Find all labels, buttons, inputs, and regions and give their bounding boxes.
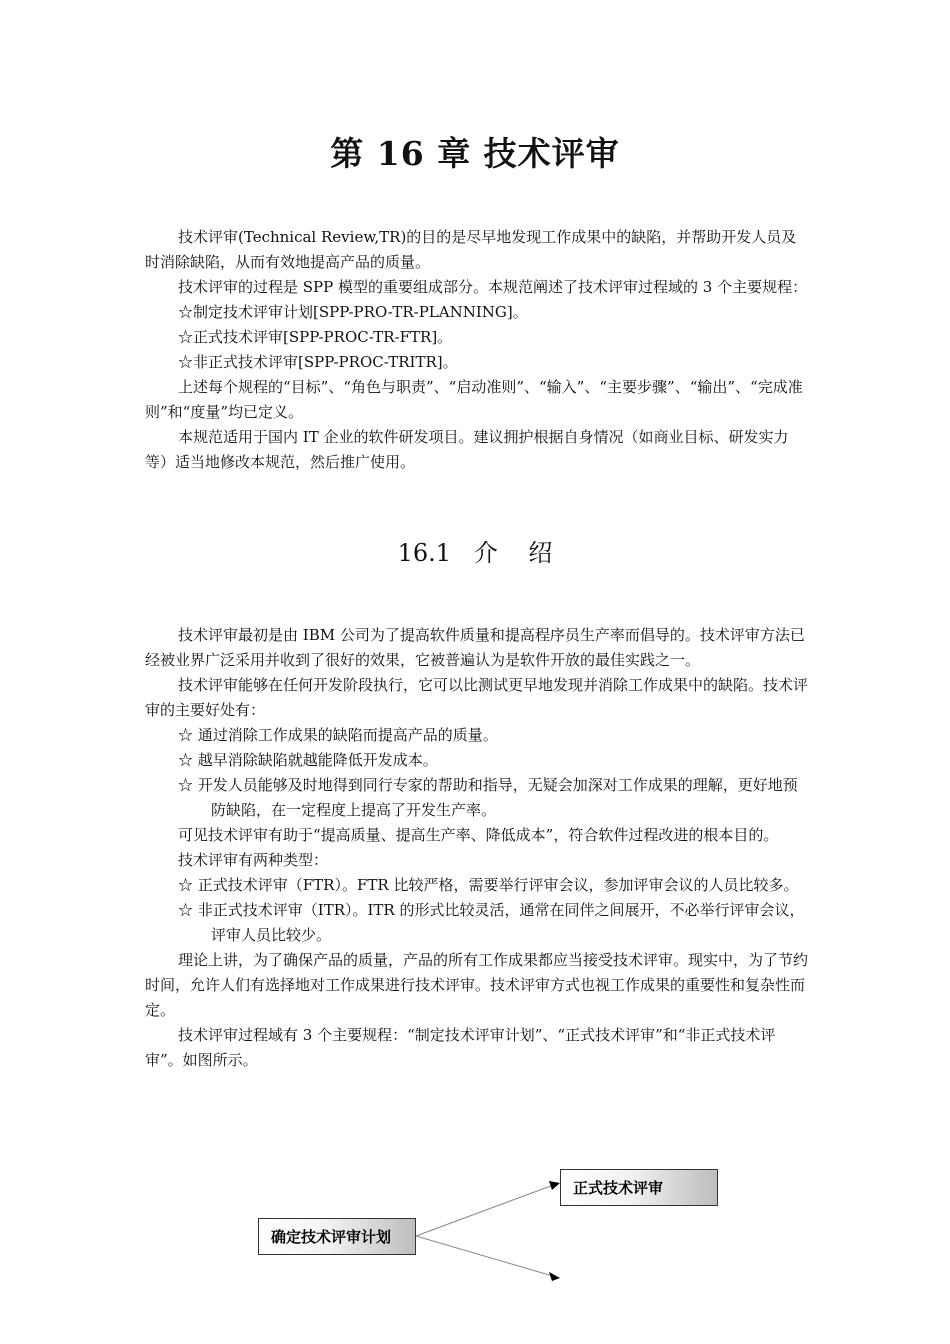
intro-paragraph-3: 上述每个规程的“目标”、“角色与职责”、“启动准则”、“输入”、“主要步骤”、“输出”、“完成准则”和“度量”均已定义。: [145, 378, 803, 421]
section-paragraph-3: 可见技术评审有助于“提高质量、提高生产率、降低成本”，符合软件过程改进的根本目的。: [178, 826, 779, 844]
review-type-item: ☆ 非正式技术评审（ITR）。ITR 的形式比较灵活，通常在同伴之间展开，不必举行评审会议，评审人员比较少。: [178, 901, 805, 944]
arrowhead-icon: [549, 1272, 560, 1281]
intro-paragraph-4: 本规范适用于国内 IT 企业的软件研发项目。建议拥护根据自身情况（如商业目标、研发实力等）适当地修改本规范，然后推广使用。: [145, 428, 789, 471]
section-paragraph-6: 技术评审过程域有 3 个主要规程：“制定技术评审计划”、“正式技术评审”和“非正式技术评审”。如图所示。: [145, 1026, 776, 1069]
section-paragraph-5: 理论上讲，为了确保产品的质量，产品的所有工作成果都应当接受技术评审。现实中，为了节约时间，允许人们有选择地对工作成果进行技术评审。技术评审方式也视工作成果的重要性和复杂性而定。: [145, 951, 809, 1019]
connector-to-itr: [416, 1236, 556, 1277]
ftr-box: 正式技术评审: [560, 1169, 718, 1206]
connector-to-ftr: [416, 1184, 556, 1236]
intro-paragraph-2: 技术评审的过程是 SPP 模型的重要组成部分。本规范阐述了技术评审过程域的 3 个主要规程：: [178, 278, 808, 296]
section-paragraph-2: 技术评审能够在任何开发阶段执行，它可以比测试更早地发现并消除工作成果中的缺陷。技术评审的主要好处有：: [145, 676, 809, 719]
chapter-title: 第 16 章 技术评审: [330, 134, 620, 173]
section-paragraph-4: 技术评审有两种类型：: [178, 851, 329, 869]
section-title: 16.1 介 绍: [397, 539, 553, 567]
review-type-item: ☆ 正式技术评审（FTR）。FTR 比较严格，需要举行评审会议，参加评审会议的人员比较多。: [178, 876, 799, 894]
section-paragraph-1: 技术评审最初是由 IBM 公司为了提高软件质量和提高程序员生产率而倡导的。技术评审方法已经被业界广泛采用并收到了很好的效果，它被普遍认为是软件开放的最佳实践之一。: [145, 626, 805, 669]
procedure-item: ☆正式技术评审[SPP-PROC-TR-FTR]。: [178, 328, 453, 346]
process-diagram: [0, 1160, 950, 1344]
benefit-item: ☆ 越早消除缺陷就越能降低开发成本。: [178, 751, 438, 769]
section-block: [145, 623, 810, 1073]
benefit-item: ☆ 通过消除工作成果的缺陷而提高产品的质量。: [178, 726, 498, 744]
procedure-item: ☆制定技术评审计划[SPP-PRO-TR-PLANNING]。: [178, 303, 528, 321]
intro-block: [145, 225, 810, 475]
diagram-connectors: [0, 1160, 950, 1344]
plan-box: 确定技术评审计划: [258, 1218, 416, 1255]
procedure-item: ☆非正式技术评审[SPP-PROC-TRITR]。: [178, 353, 458, 371]
benefit-item: ☆ 开发人员能够及时地得到同行专家的帮助和指导，无疑会加深对工作成果的理解，更好地预防缺陷，在一定程度上提高了开发生产率。: [178, 776, 798, 819]
intro-paragraph-1: 技术评审(Technical Review,TR)的目的是尽早地发现工作成果中的缺陷，并帮助开发人员及时消除缺陷，从而有效地提高产品的质量。: [145, 228, 797, 271]
arrowhead-icon: [549, 1181, 560, 1190]
